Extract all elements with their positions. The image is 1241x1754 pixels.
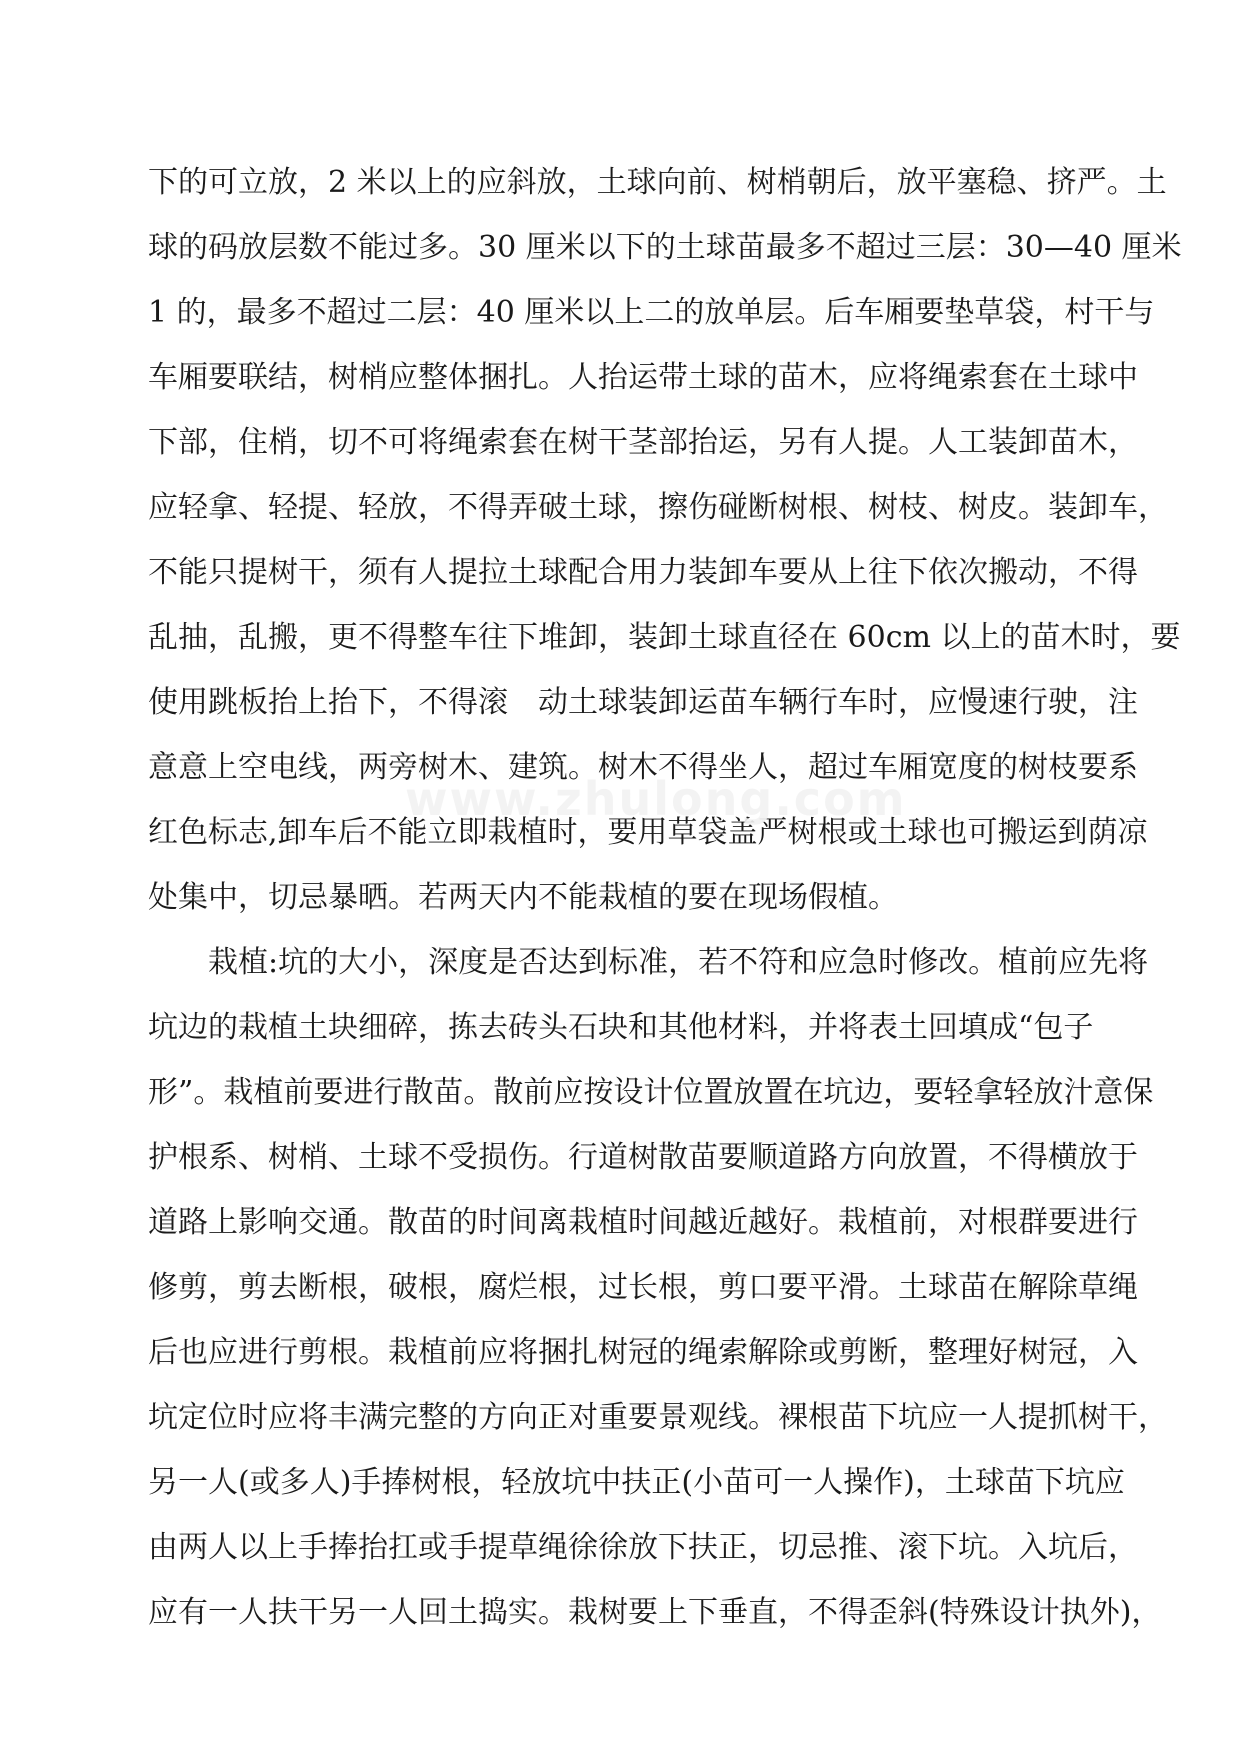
text-line: 坑边的栽植土块细碎，拣去砖头石块和其他材料，并将表土回填成“包子: [148, 1010, 1094, 1045]
text-line: 后也应进行剪根。栽植前应将捆扎树冠的绳索解除或剪断，整理好树冠，入: [148, 1335, 1138, 1370]
text-line: 坑定位时应将丰满完整的方向正对重要景观线。裸根苗下坑应一人提抓树干，: [148, 1400, 1168, 1435]
watermark: www.zhulong.com: [405, 772, 907, 826]
text-line: 形”。栽植前要进行散苗。散前应按设计位置放置在坑边，要轻拿轻放汁意保: [148, 1075, 1154, 1110]
text-line: 另一人(或多人)手捧树根，轻放坑中扶正(小苗可一人操作)，土球苗下坑应: [148, 1465, 1125, 1500]
text-line: 不能只提树干，须有人提拉土球配合用力装卸车要从上往下依次搬动，不得: [148, 555, 1138, 590]
text-line: 1 的，最多不超过二层：40 厘米以上二的放单层。后车厢要垫草袋，村干与: [148, 295, 1155, 330]
text-line: 栽植:坑的大小，深度是否达到标准，若不符和应急时修改。植前应先将: [148, 945, 1149, 980]
text-line: 护根系、树梢、土球不受损伤。行道树散苗要顺道路方向放置，不得横放于: [148, 1140, 1138, 1175]
text-line: 应有一人扶干另一人回土捣实。栽树要上下垂直，不得歪斜(特殊设计执外)，: [148, 1595, 1162, 1630]
text-line: 应轻拿、轻提、轻放，不得弄破土球，擦伤碰断树根、树枝、树皮。装卸车，: [148, 490, 1168, 525]
text-line: 道路上影响交通。散苗的时间离栽植时间越近越好。栽植前，对根群要进行: [148, 1205, 1138, 1240]
text-line: 处集中，切忌暴晒。若两天内不能栽植的要在现场假植。: [148, 880, 898, 915]
text-line: 意意上空电线，两旁树木、建筑。树木不得坐人，超过车厢宽度的树枝要系: [148, 750, 1138, 785]
text-line: 红色标志,卸车后不能立即栽植时，要用草袋盖严树根或土球也可搬运到荫凉: [148, 815, 1148, 850]
text-line: 下部，住梢，切不可将绳索套在树干茎部抬运，另有人提。人工装卸苗木，: [148, 425, 1138, 460]
text-line: 球的码放层数不能过多。30 厘米以下的土球苗最多不超过三层：30—40 厘米: [148, 230, 1182, 265]
text-line: 使用跳板抬上抬下，不得滚 动土球装卸运苗车辆行车时，应慢速行驶，注: [148, 685, 1138, 720]
text-line: 车厢要联结，树梢应整体捆扎。人抬运带土球的苗木，应将绳索套在土球中: [148, 360, 1138, 395]
body-text: [148, 150, 1182, 1645]
text-line: 由两人以上手捧抬扛或手提草绳徐徐放下扶正，切忌推、滚下坑。入坑后，: [148, 1530, 1138, 1565]
text-line: 乱抽，乱搬，更不得整车往下堆卸，装卸土球直径在 60cm 以上的苗木时，要: [148, 620, 1181, 655]
text-line: 下的可立放，2 米以上的应斜放，土球向前、树梢朝后，放平塞稳、挤严。土: [148, 165, 1167, 200]
text-line: 修剪，剪去断根，破根，腐烂根，过长根，剪口要平滑。土球苗在解除草绳: [148, 1270, 1138, 1305]
